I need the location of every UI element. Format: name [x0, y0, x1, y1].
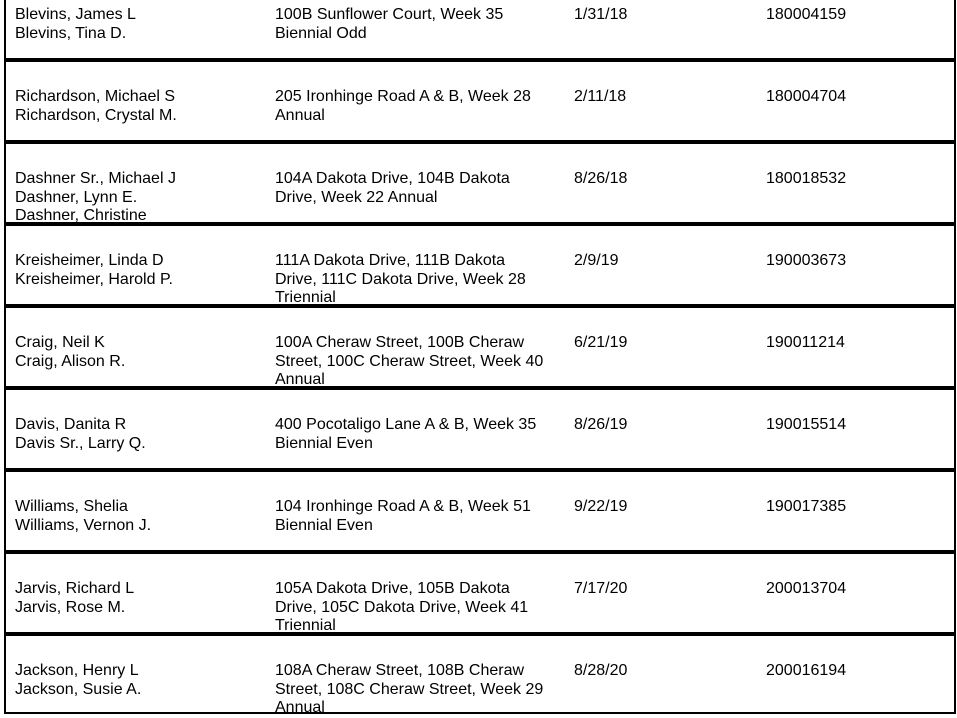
property-line: Street, 100C Cheraw Street, Week 40: [275, 352, 544, 370]
owner-names-cell: [15, 252, 265, 289]
property-cell: [275, 6, 555, 43]
record-number-cell: 180004704: [766, 88, 847, 105]
owner-name: Richardson, Michael S: [15, 88, 176, 105]
property-line: Triennial: [275, 289, 336, 306]
table-row: [4, 224, 956, 304]
property-line: 100A Cheraw Street, 100B Cheraw: [275, 334, 525, 351]
property-line: Biennial Even: [275, 434, 373, 452]
property-line: Drive, Week 22 Annual: [275, 188, 438, 206]
date-cell: 2/9/19: [574, 252, 619, 269]
record-number-cell: 190017385: [766, 498, 847, 515]
record-number-cell: 190003673: [766, 252, 847, 269]
record-number-cell: 180018532: [766, 170, 847, 187]
owner-name: Blevins, James L: [15, 6, 136, 23]
owner-name: Williams, Vernon J.: [15, 516, 152, 534]
property-line: Triennial: [275, 617, 336, 634]
table-row: [4, 634, 956, 714]
property-line: Biennial Even: [275, 516, 373, 534]
owner-name: Dashner, Lynn E.: [15, 188, 138, 206]
date-cell: 2/11/18: [574, 88, 627, 105]
property-line: Drive, 105C Dakota Drive, Week 41: [275, 598, 529, 616]
property-line: Annual: [275, 106, 325, 124]
property-line: Street, 108C Cheraw Street, Week 29: [275, 680, 544, 698]
date-cell: 8/26/18: [574, 170, 628, 187]
table-row: [4, 142, 956, 222]
owner-name: Craig, Neil K: [15, 334, 105, 351]
property-line: 105A Dakota Drive, 105B Dakota: [275, 580, 510, 597]
property-cell: [275, 580, 555, 636]
table-row: [4, 470, 956, 550]
property-line: 104A Dakota Drive, 104B Dakota: [275, 170, 510, 187]
property-line: Biennial Odd: [275, 24, 367, 42]
owner-names-cell: [15, 580, 265, 617]
property-line: Annual: [275, 371, 325, 388]
owner-name: Kreisheimer, Harold P.: [15, 270, 173, 288]
property-cell: [275, 252, 555, 308]
record-number-cell: 200016194: [766, 662, 847, 679]
owner-names-cell: [15, 416, 265, 453]
owner-names-cell: [15, 6, 265, 43]
record-number-cell: 190011214: [766, 334, 845, 351]
property-cell: [275, 498, 555, 535]
property-line: Drive, 111C Dakota Drive, Week 28: [275, 270, 526, 288]
property-line: 400 Pocotaligo Lane A & B, Week 35: [275, 416, 537, 433]
property-line: 205 Ironhinge Road A & B, Week 28: [275, 88, 531, 105]
records-table: [4, 0, 956, 714]
table-row: [4, 60, 956, 140]
owner-names-cell: [15, 334, 265, 371]
owner-names-cell: [15, 498, 265, 535]
owner-name: Jarvis, Richard L: [15, 580, 135, 597]
owner-name: Davis, Danita R: [15, 416, 127, 433]
record-number-cell: 200013704: [766, 580, 847, 597]
property-line: 108A Cheraw Street, 108B Cheraw: [275, 662, 525, 679]
owner-name: Davis Sr., Larry Q.: [15, 434, 146, 452]
record-number-cell: 180004159: [766, 6, 847, 23]
property-line: 111A Dakota Drive, 111B Dakota: [275, 252, 506, 269]
property-cell: [275, 662, 555, 718]
record-number-cell: 190015514: [766, 416, 847, 433]
owner-name: Williams, Shelia: [15, 498, 128, 515]
owner-name: Jackson, Henry L: [15, 662, 139, 679]
property-cell: [275, 334, 555, 390]
owner-names-cell: [15, 88, 265, 125]
owner-names-cell: [15, 170, 265, 226]
owner-name: Dashner Sr., Michael J: [15, 170, 176, 187]
property-line: 100B Sunflower Court, Week 35: [275, 6, 504, 23]
owner-names-cell: [15, 662, 265, 699]
table-row: [4, 0, 956, 58]
date-cell: 7/17/20: [574, 580, 628, 597]
property-cell: [275, 416, 555, 453]
date-cell: 1/31/18: [574, 6, 628, 23]
date-cell: 8/26/19: [574, 416, 628, 433]
table-row: [4, 306, 956, 386]
table-row: [4, 388, 956, 468]
owner-name: Richardson, Crystal M.: [15, 106, 177, 124]
owner-name: Jackson, Susie A.: [15, 680, 142, 698]
owner-name: Jarvis, Rose M.: [15, 598, 126, 616]
owner-name: Kreisheimer, Linda D: [15, 252, 164, 269]
owner-name: Blevins, Tina D.: [15, 24, 127, 42]
table-row: [4, 552, 956, 632]
owner-name: Craig, Alison R.: [15, 352, 126, 370]
owner-name: Dashner, Christine: [15, 207, 147, 224]
property-line: 104 Ironhinge Road A & B, Week 51: [275, 498, 531, 515]
date-cell: 6/21/19: [574, 334, 628, 351]
property-cell: [275, 170, 555, 207]
property-cell: [275, 88, 555, 125]
date-cell: 9/22/19: [574, 498, 628, 515]
property-line: Annual: [275, 699, 325, 716]
date-cell: 8/28/20: [574, 662, 628, 679]
